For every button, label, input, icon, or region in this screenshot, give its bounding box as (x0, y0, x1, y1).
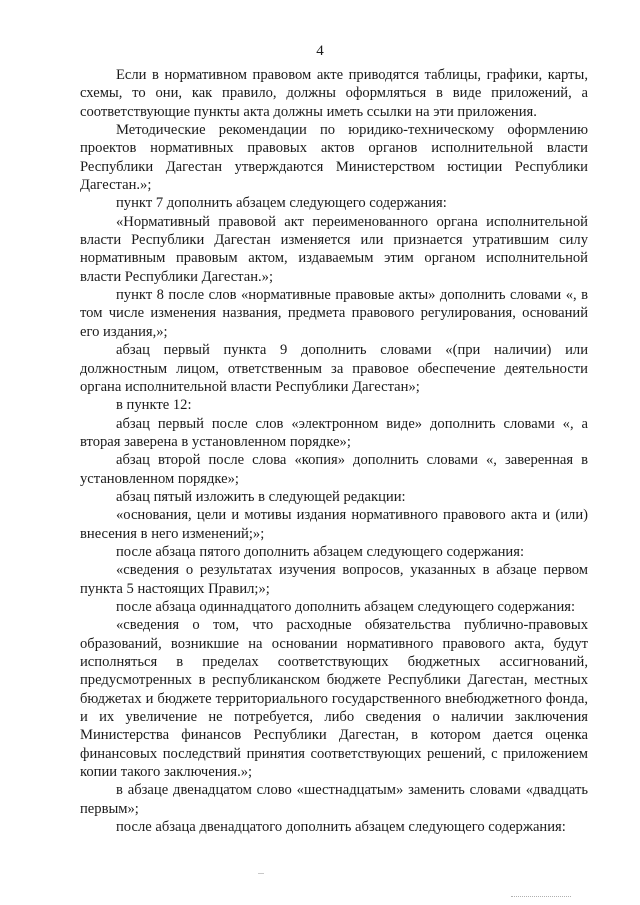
paragraph: в пункте 12: (116, 397, 192, 414)
scan-mark (258, 873, 264, 874)
page-number: 4 (316, 43, 324, 59)
paragraph: после абзаца одиннадцатого дополнить абзацем следующего содержания: (116, 598, 576, 615)
paragraph: абзац второй после слова «копия» дополнить словами «, заверенная в установленном порядке»; (80, 452, 588, 487)
paragraph: абзац пятый изложить в следующей редакции: (116, 488, 406, 505)
paragraph: в абзаце двенадцатом слово «шестнадцатым» заменить словами «двадцать первым»; (80, 782, 588, 817)
paragraph: абзац первый после слов «электронном виде» дополнить словами «, а вторая заверена в установленном порядке»; (80, 415, 588, 450)
paragraph: Если в нормативном правовом акте приводятся таблицы, графики, карты, схемы, то они, как правило, должны оформляться в виде приложений, а соответствующие пункты акта должны иметь ссылки на эти приложения. (80, 67, 588, 120)
paragraph: абзац первый пункта 9 дополнить словами «(при наличии) или должностным лицом, ответственным за правовое обеспечение деятельности органа исполнительной власти Республики Дагестан»; (80, 342, 588, 395)
paragraph: пункт 7 дополнить абзацем следующего содержания: (116, 195, 447, 212)
paragraph: «основания, цели и мотивы издания нормативного правового акта и (или) внесения в него изменений;»; (80, 507, 588, 542)
paragraph: «сведения о том, что расходные обязательства публично-правовых образований, возникшие на основании нормативного правового акта, будут исполняться в пределах соответствующих бюджетных ассигнований, предусмотренных в республиканском бюджете Республики Дагестан, местных бюджетах и бюджете территориального государственного внебюджетного фонда, и их увеличение не потребуется, либо сведения о наличии заключения Министерства финансов Республики Дагестан, в котором дается оценка финансовых последствий принятия соответствующих решений, с приложением копии такого заключения.»; (80, 617, 588, 781)
document-body (80, 66, 588, 836)
paragraph: после абзаца пятого дополнить абзацем следующего содержания: (116, 543, 524, 560)
paragraph: пункт 8 после слов «нормативные правовые акты» дополнить словами «, в том числе изменения названия, предмета правового регулирования, оснований его издания,»; (80, 287, 588, 340)
paragraph: «Нормативный правовой акт переименованного органа исполнительной власти Республики Дагестан изменяется или признается утратившим силу нормативным правовым актом, издаваемым этим органом исполнительной власти Республики Дагестан.»; (80, 213, 588, 285)
footer-dotted-line (511, 896, 571, 897)
paragraph: «сведения о результатах изучения вопросов, указанных в абзаце первом пункта 5 настоящих Правил;»; (80, 562, 588, 597)
paragraph: после абзаца двенадцатого дополнить абзацем следующего содержания: (116, 819, 566, 836)
paragraph: Методические рекомендации по юридико-техническому оформлению проектов нормативных правовых актов органов исполнительной власти Республики Дагестан утверждаются Министерством юстиции Республики Дагестан.»; (80, 122, 588, 194)
